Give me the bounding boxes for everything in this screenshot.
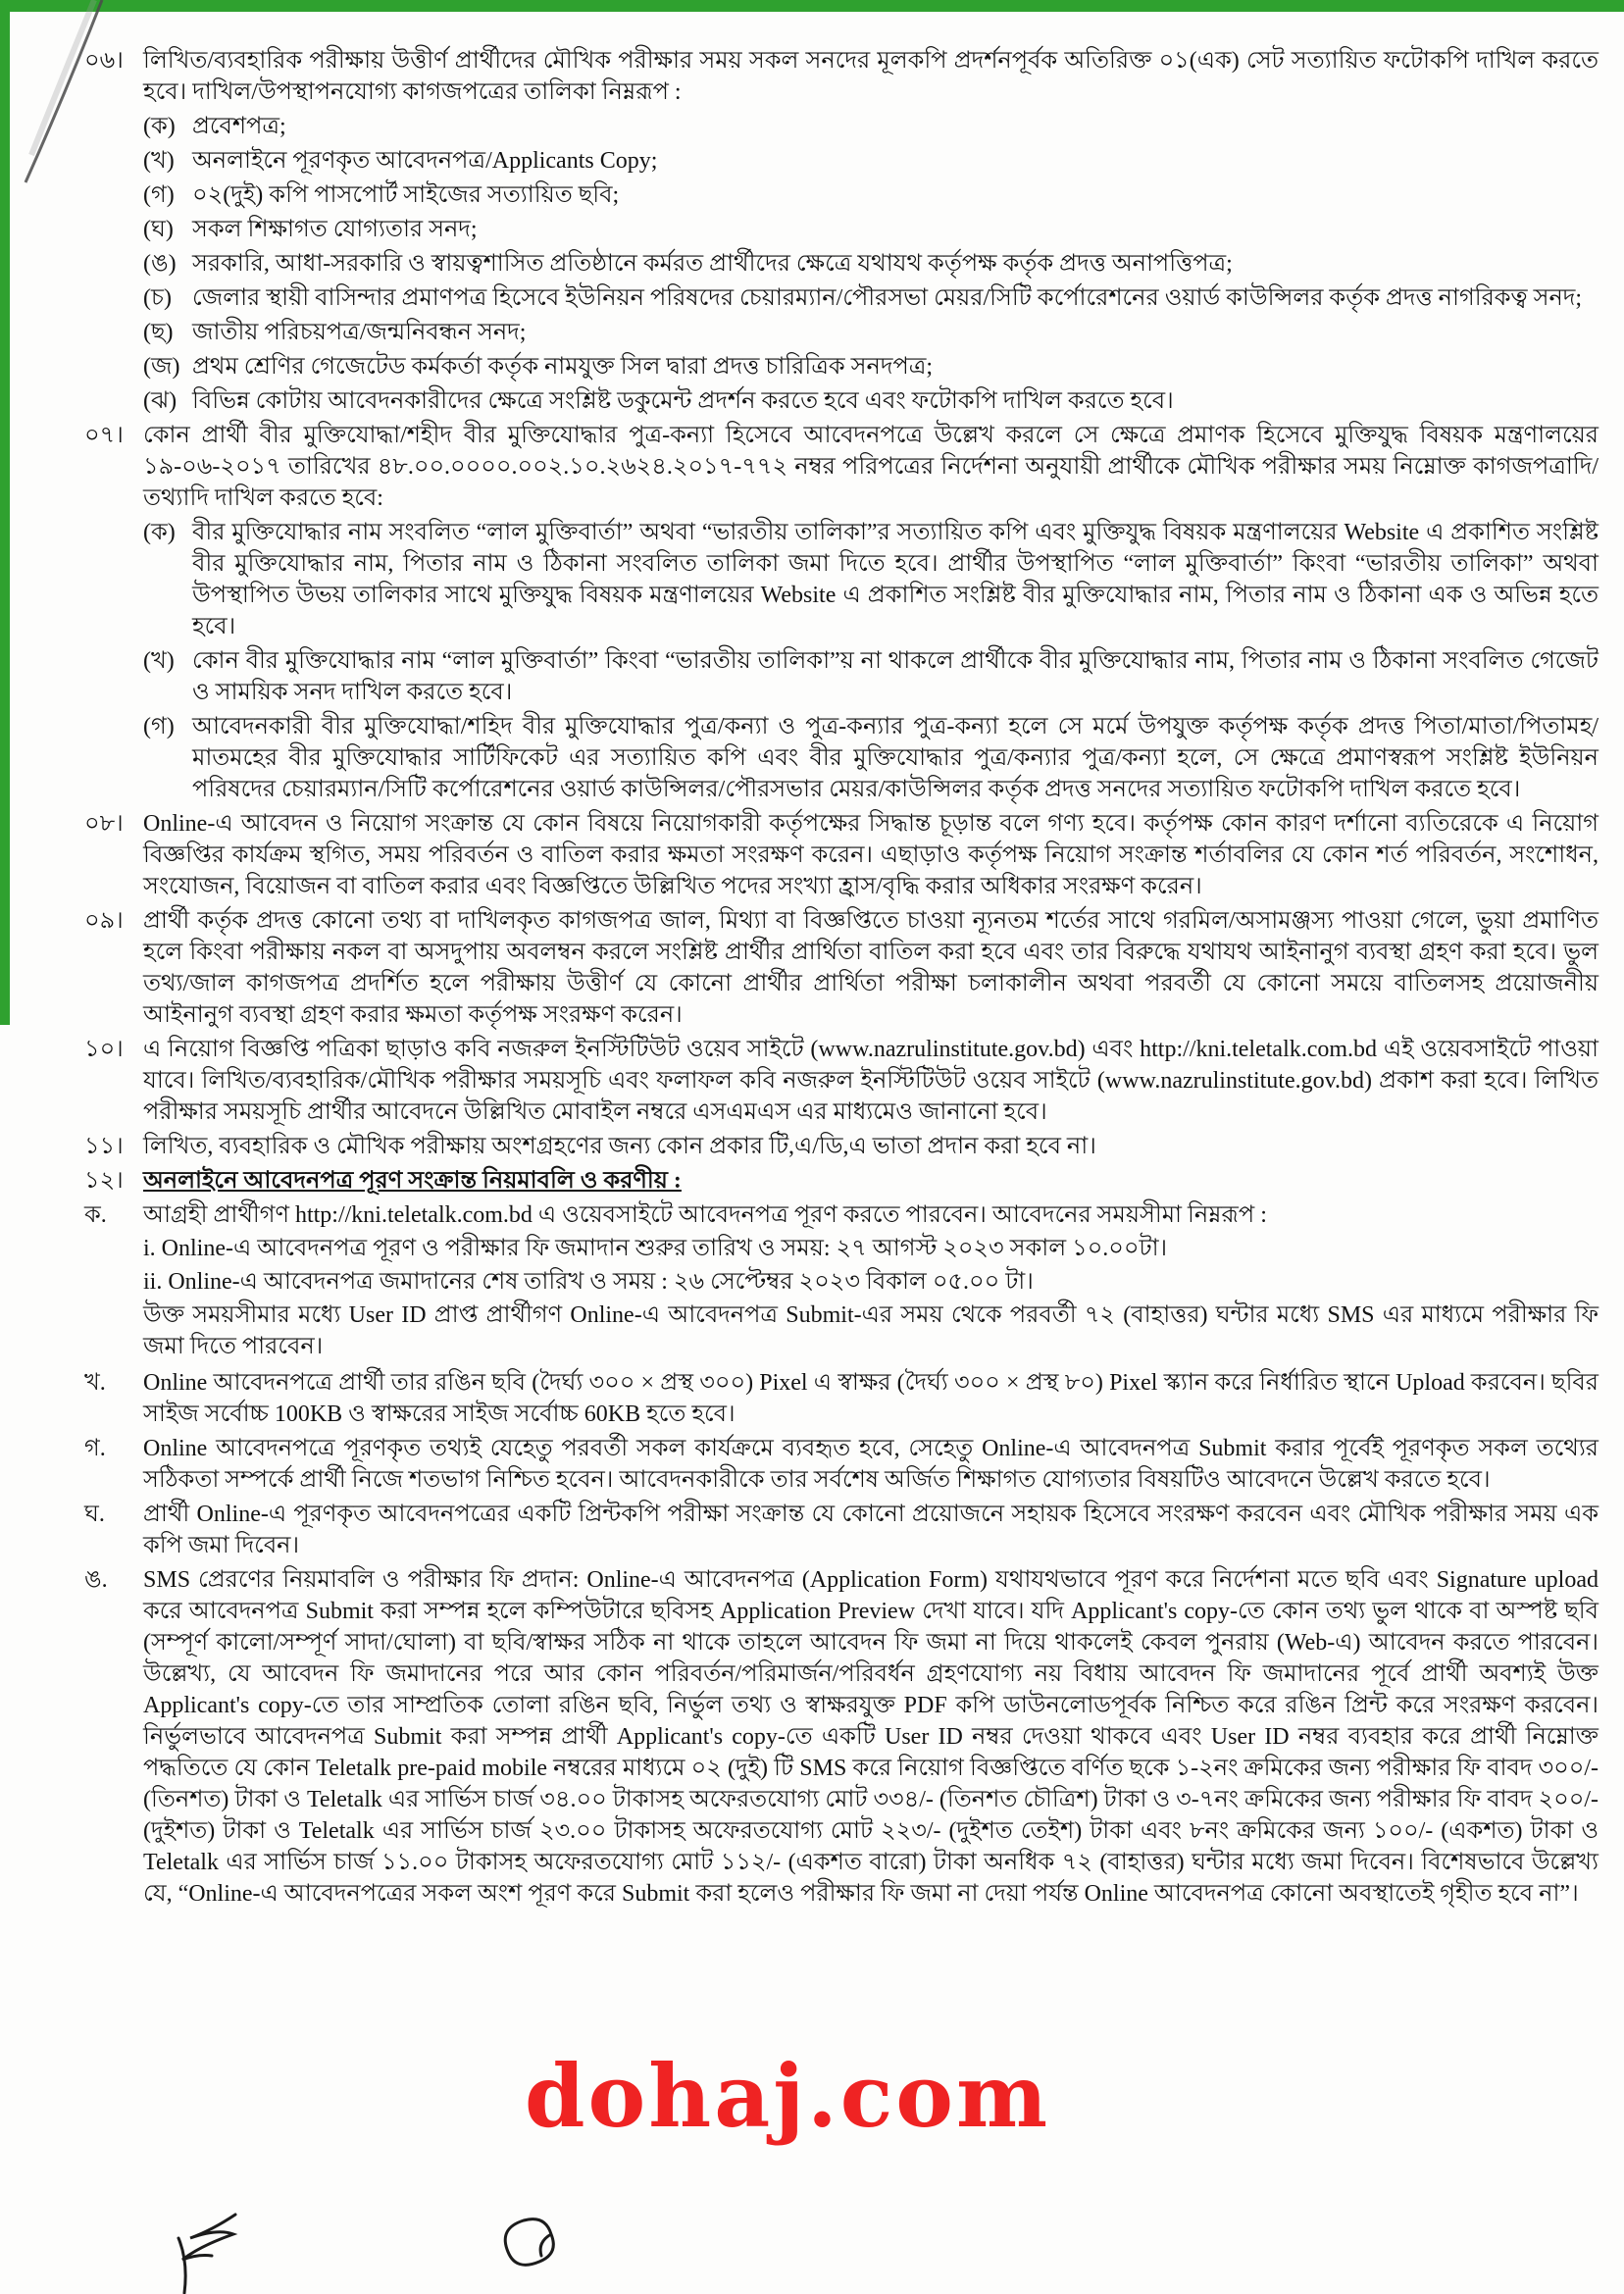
item-06-sub-chha [143, 317, 1599, 348]
sub-text: আবেদনকারী বীর মুক্তিযোদ্ধা/শহিদ বীর মুক্তিযোদ্ধার পুত্র/কন্যা ও পুত্র-কন্যার পুত্র-কন্যা হলে সে মর্মে উপযুক্ত কর্তৃপক্ষ কর্তৃক প্রদত্ত পিতা/মাতা/পিতামহ/মাতমহের বীর মুক্তিযোদ্ধার সার্টিফিকেট এর সত্যায়িত কপি এবং বীর মুক্তিযোদ্ধার পুত্র/কন্যার পুত্র/কন্যা হলে, সে ক্ষেত্রে প্রমাণস্বরূপ সংশ্লিষ্ট ইউনিয়ন পরিষদের চেয়ারম্যান/সিটি কর্পোরেশনের ওয়ার্ড কাউন্সিলর/পৌরসভার মেয়র/কাউন্সিলর কর্তৃক প্রদত্ত সনদের সত্যায়িত ফটোকপি দাখিল করতে হবে। [192, 714, 1599, 802]
sub-marker: (গ) [143, 182, 175, 208]
sub-text: বিভিন্ন কোটায় আবেদনকারীদের ক্ষেত্রে সংশ্লিষ্ট ডকুমেন্ট প্রদর্শন করতে হবে এবং ফটোকপি দাখিল করতে হবে। [192, 388, 1174, 414]
sub-marker: (ছ) [143, 320, 174, 345]
sub-marker: (ঘ) [143, 217, 174, 242]
item-12-heading [84, 1165, 1599, 1197]
sub-marker: (খ) [143, 148, 175, 174]
item-06-sub-ka [143, 111, 1599, 142]
sub-text: প্রবেশপত্র; [192, 114, 286, 139]
item-number: ০৭। [84, 423, 124, 448]
sub-text: জেলার স্থায়ী বাসিন্দার প্রমাণপত্র হিসেবে ইউনিয়ন পরিষদের চেয়ারম্যান/পৌরসভা মেয়র/সিটি কর্পোরেশনের ওয়ার্ড কাউন্সিলর কর্তৃক প্রদত্ত নাগরিকত্ব সনদ; [192, 285, 1583, 311]
sub-text: ০২(দুই) কপি পাসপোর্ট সাইজের সত্যায়িত ছবি; [192, 182, 620, 208]
item-08 [84, 808, 1599, 902]
item-10 [84, 1034, 1599, 1128]
item-06-sub-cha [143, 282, 1599, 314]
item-12-sub-kha [84, 1367, 1599, 1430]
fee-window-line: উক্ত সময়সীমার মধ্যে User ID প্রাপ্ত প্রার্থীগণ Online-এ আবেদনপত্র Submit-এর সময় থেকে পরবর্তী ৭২ (বাহাত্তর) ঘন্টার মধ্যে SMS এর মাধ্যমে পরীক্ষার ফি জমা দিতে পারবেন। [143, 1302, 1599, 1359]
sub-text [143, 1199, 1599, 1364]
watermark-dohaj: dohaj.com [525, 2045, 1051, 2147]
sub-marker: ঙ. [84, 1567, 108, 1593]
sub-marker: (চ) [143, 285, 172, 311]
sub-marker: (ক) [143, 520, 176, 545]
item-number: ০৮। [84, 811, 124, 837]
sub-marker: (ক) [143, 114, 176, 139]
item-text: লিখিত, ব্যবহারিক ও মৌখিক পরীক্ষায় অংশগ্রহণের জন্য কোন প্রকার টি,এ/ডি,এ ভাতা প্রদান করা হবে না। [143, 1134, 1096, 1159]
item-number: ১০। [84, 1037, 124, 1062]
sub-text: কোন বীর মুক্তিযোদ্ধার নাম “লাল মুক্তিবার্তা” কিংবা “ভারতীয় তালিকা”য় না থাকলে প্রার্থীকে বীর মুক্তিযোদ্ধার নাম, পিতার নাম ও ঠিকানা সংবলিত গেজেট ও সাময়িক সনদ দাখিল করতে হবে। [192, 648, 1599, 705]
sub-text: প্রথম শ্রেণির গেজেটেড কর্মকর্তা কর্তৃক নামযুক্ত সিল দ্বারা প্রদত্ত চারিত্রিক সনদপত্র; [192, 354, 934, 380]
deadline-start-line: i. Online-এ আবেদনপত্র পূরণ ও পরীক্ষার ফি জমাদান শুরুর তারিখ ও সময়: ২৭ আগস্ট ২০২৩ সকাল ১০.০০টা। [143, 1236, 1168, 1261]
sub-text-line: আগ্রহী প্রার্থীগণ http://kni.teletalk.com.bd এ ওয়েবসাইটে আবেদনপত্র পূরণ করতে পারবেন। আবেদনের সময়সীমা নিম্নরূপ : [143, 1202, 1267, 1228]
sub-marker: (গ) [143, 714, 175, 739]
sub-text: বীর মুক্তিযোদ্ধার নাম সংবলিত “লাল মুক্তিবার্তা” অথবা “ভারতীয় তালিকা”র সত্যায়িত কপি এবং মুক্তিযুদ্ধ বিষয়ক মন্ত্রণালয়ের Website এ প্রকাশিত সংশ্লিষ্ট বীর মুক্তিযোদ্ধার নাম, পিতার নাম ও ঠিকানা সংবলিত তালিকা জমা দিতে হবে। প্রার্থীর উপস্থাপিত “লাল মুক্তিবার্তা” কিংবা “ভারতীয় তালিকা” অথবা উপস্থাপিত উভয় তালিকার সাথে মুক্তিযুদ্ধ বিষয়ক মন্ত্রণালয়ের Website এ প্রকাশিত সংশ্লিষ্ট বীর মুক্তিযোদ্ধার নাম, পিতার নাম ও ঠিকানা এক ও অভিন্ন হতে হবে। [192, 520, 1599, 639]
item-12-sub-ga [84, 1433, 1599, 1496]
sub-marker: ঘ. [84, 1502, 105, 1527]
item-12-sub-uma [84, 1564, 1599, 1910]
item-text: প্রার্থী কর্তৃক প্রদত্ত কোনো তথ্য বা দাখিলকৃত কাগজপত্র জাল, মিথ্যা বা বিজ্ঞপ্তিতে চাওয়া ন্যূনতম শর্তের সাথে গরমিল/অসামঞ্জস্য পাওয়া গেলে, ভুয়া প্রমাণিত হলে কিংবা পরীক্ষায় নকল বা অসদুপায় অবলম্বন করলে সংশ্লিষ্ট প্রার্থীর প্রার্থিতা বাতিল করা হবে এবং তার বিরুদ্ধে যথাযথ আইনানুগ ব্যবস্থা গ্রহণ করা হবে। ভুল তথ্য/জাল কাগজপত্র প্রদর্শিত হলে পরীক্ষায় উত্তীর্ণ যে কোনো প্রার্থীর প্রার্থিতা পরীক্ষা চলাকালীন অথবা পরবর্তী যে কোনো সময়ে বাতিলসহ প্রয়োজনীয় আইনানুগ ব্যবস্থা গ্রহণ করার ক্ষমতা কর্তৃপক্ষ সংরক্ষণ করেন। [143, 908, 1599, 1028]
item-06-sub-kha [143, 145, 1599, 177]
signature-mark-1 [145, 2205, 273, 2294]
deadline-end-line: ii. Online-এ আবেদনপত্র জমাদানের শেষ তারিখ ও সময় : ২৬ সেপ্টেম্বর ২০২৩ বিকাল ০৫.০০ টা। [143, 1269, 1034, 1295]
sub-text: সরকারি, আধা-সরকারি ও স্বায়ত্বশাসিত প্রতিষ্ঠানে কর্মরত প্রার্থীদের ক্ষেত্রে যথাযথ কর্তৃপক্ষ কর্তৃক প্রদত্ত অনাপত্তিপত্র; [192, 251, 1233, 277]
sub-text: Online আবেদনপত্রে পূরণকৃত তথ্যই যেহেতু পরবর্তী সকল কার্যক্রমে ব্যবহৃত হবে, সেহেতু Online-এ আবেদনপত্র Submit করার পূর্বেই পূরণকৃত সকল তথ্যের সঠিকতা সম্পর্কে প্রার্থী নিজে শতভাগ নিশ্চিত হবেন। আবেদনকারীকে তার সর্বশেষ অর্জিত শিক্ষাগত যোগ্যতার বিষয়টিও আবেদনে উল্লেখ করতে হবে। [143, 1436, 1599, 1493]
item-07-sub-kha [143, 645, 1599, 708]
item-06 [84, 45, 1599, 108]
item-12-sub-ka [84, 1199, 1599, 1364]
item-11 [84, 1131, 1599, 1162]
item-07 [84, 420, 1599, 514]
sub-marker: (খ) [143, 648, 175, 674]
sub-text: অনলাইনে পূরণকৃত আবেদনপত্র/Applicants Copy; [192, 148, 658, 174]
item-text: Online-এ আবেদন ও নিয়োগ সংক্রান্ত যে কোন বিষয়ে নিয়োগকারী কর্তৃপক্ষের সিদ্ধান্ত চূড়ান্ত বলে গণ্য হবে। কর্তৃপক্ষ কোন কারণ দর্শানো ব্যতিরেকে এ নিয়োগ বিজ্ঞপ্তির কার্যক্রম স্থগিত, সময় পরিবর্তন ও বাতিল করার ক্ষমতা সংরক্ষণ করেন। এছাড়াও কর্তৃপক্ষ নিয়োগ সংক্রান্ত শর্তাবলির যে কোন শর্ত পরিবর্তন, সংশোধন, সংযোজন, বিয়োজন বা বাতিল করার এবং বিজ্ঞপ্তিতে উল্লিখিত পদের সংখ্যা হ্রাস/বৃদ্ধি করার অধিকার সংরক্ষণ করেন। [143, 811, 1599, 899]
sub-marker: ক. [84, 1202, 107, 1228]
sub-marker: (ঝ) [143, 388, 178, 414]
item-number: ০৯। [84, 908, 124, 934]
item-06-sub-ja [143, 351, 1599, 382]
item-06-sub-gha [143, 214, 1599, 245]
item-06-sub-uma [143, 248, 1599, 280]
sub-text: SMS প্রেরণের নিয়মাবলি ও পরীক্ষার ফি প্রদান: Online-এ আবেদনপত্র (Application Form) যথাযথভাবে পূরণ করে নির্দেশনা মতে ছবি এবং Signature upload করে আবেদনপত্র Submit করা সম্পন্ন হলে কম্পিউটারে ছবিসহ Application Preview দেখা যাবে। যদি Applicant's copy-তে কোন তথ্য ভুল থাকে বা অস্পষ্ট ছবি (সম্পূর্ণ কালো/সম্পূর্ণ সাদা/ঘোলা) বা ছবি/স্বাক্ষর সঠিক না থাকে তাহলে আবেদন ফি জমা না দিয়ে থাকলেই কেবল পুনরায় (Web-এ) আবেদন করতে পারবেন। উল্লেখ্য, যে আবেদন ফি জমাদানের পরে আর কোন পরিবর্তন/পরিমার্জন/পরিবর্ধন গ্রহণযোগ্য নয় বিধায় আবেদন ফি জমাদানের পূর্বে প্রার্থী অবশ্যই উক্ত Applicant's copy-তে তার সাম্প্রতিক তোলা রঙিন ছবি, নির্ভুল তথ্য ও স্বাক্ষরযুক্ত PDF কপি ডাউনলোডপূর্বক নিশ্চিত করে রঙিন প্রিন্ট করে সংরক্ষণ করবেন। নির্ভুলভাবে আবেদনপত্র Submit করা সম্পন্ন প্রার্থী Applicant's copy-তে একটি User ID নম্বর দেওয়া থাকবে এবং User ID নম্বর ব্যবহার করে প্রার্থী নিম্নোক্ত পদ্ধতিতে যে কোন Teletalk pre-paid mobile নম্বরের মাধ্যমে ০২ (দুই) টি SMS করে নিয়োগ বিজ্ঞপ্তিতে বর্ণিত ছকে ১-২নং ক্রমিকের জন্য পরীক্ষার ফি বাবদ ৩০০/- (তিনশত) টাকা ও Teletalk এর সার্ভিস চার্জ ৩৪.০০ টাকাসহ অফেরতযোগ্য মোট ৩৩৪/- (তিনশত চৌত্রিশ) টাকা ও ৩-৭নং ক্রমিকের জন্য পরীক্ষার ফি বাবদ ২০০/- (দুইশত) টাকা ও Teletalk এর সার্ভিস চার্জ ২৩.০০ টাকাসহ অফেরতযোগ্য মোট ২২৩/- (দুইশত তেইশ) টাকা এবং ৮নং ক্রমিকের জন্য ১০০/- (একশত) টাকা ও Teletalk এর সার্ভিস চার্জ ১১.০০ টাকাসহ অফেরতযোগ্য মোট ১১২/- (একশত বারো) টাকা অনধিক ৭২ (বাহাত্তর) ঘন্টার মধ্যে জমা দিবেন। বিশেষভাবে উল্লেখ্য যে, “Online-এ আবেদনপত্রের সকল অংশ পূরণ করে Submit করা হলেও পরীক্ষার ফি জমা না দেয়া পর্যন্ত Online আবেদনপত্র কোনো অবস্থাতেই গৃহীত হবে না”। [143, 1567, 1599, 1907]
item-09 [84, 905, 1599, 1031]
signature-mark-2 [469, 2209, 577, 2287]
item-12-sub-gha [84, 1499, 1599, 1561]
item-number: ১১। [84, 1134, 124, 1159]
item-06-sub-ga [143, 179, 1599, 211]
item-text: এ নিয়োগ বিজ্ঞপ্তি পত্রিকা ছাড়াও কবি নজরুল ইনস্টিটিউট ওয়েব সাইটে (www.nazrulinstitute.gov.bd) এবং http://kni.teletalk.com.bd এই ওয়েবসাইটে পাওয়া যাবে। লিখিত/ব্যবহারিক/মৌখিক পরীক্ষার সময়সূচি এবং ফলাফল কবি নজরুল ইনস্টিটিউট ওয়েব সাইটে (www.nazrulinstitute.gov.bd) প্রকাশ করা হবে। লিখিত পরীক্ষার সময়সূচি প্রার্থীর আবেদনে উল্লিখিত মোবাইল নম্বরে এসএমএস এর মাধ্যমেও জানানো হবে। [143, 1037, 1599, 1125]
item-07-sub-ka [143, 517, 1599, 642]
item-number: ০৬। [84, 48, 124, 74]
item-text: লিখিত/ব্যবহারিক পরীক্ষায় উত্তীর্ণ প্রার্থীদের মৌখিক পরীক্ষার সময় সকল সনদের মূলকপি প্রদর্শনপূর্বক অতিরিক্ত ০১(এক) সেট সত্যায়িত ফটোকপি দাখিল করতে হবে। দাখিল/উপস্থাপনযোগ্য কাগজপত্রের তালিকা নিম্নরূপ : [143, 48, 1599, 105]
sub-marker: খ. [84, 1370, 106, 1396]
sub-text: Online আবেদনপত্রে প্রার্থী তার রঙিন ছবি (দৈর্ঘ্য ৩০০ × প্রস্থ ৩০০) Pixel এ স্বাক্ষর (দৈর্ঘ্য ৩০০ × প্রস্থ ৮০) Pixel স্ক্যান করে নির্ধারিত স্থানে Upload করবেন। ছবির সাইজ সর্বোচ্চ 100KB ও স্বাক্ষরের সাইজ সর্বোচ্চ 60KB হতে হবে। [143, 1370, 1599, 1427]
item-06-sub-jha [143, 385, 1599, 417]
item-number: ১২। [84, 1168, 124, 1194]
sub-marker: (জ) [143, 354, 180, 380]
item-text: কোন প্রার্থী বীর মুক্তিযোদ্ধা/শহীদ বীর মুক্তিযোদ্ধার পুত্র-কন্যা হিসেবে আবেদনপত্রে উল্লেখ করলে সে ক্ষেত্রে প্রমাণক হিসেবে মুক্তিযুদ্ধ বিষয়ক মন্ত্রণালয়ের ১৯-০৬-২০১৭ তারিখের ৪৮.০০.০০০০.০০২.১০.২৬২৪.২০১৭-৭৭২ নম্বর পরিপত্রের নির্দেশনা অনুযায়ী প্রার্থীকে মৌখিক পরীক্ষার সময় নিম্নোক্ত কাগজপত্রাদি/তথ্যাদি দাখিল করতে হবে: [143, 423, 1599, 511]
sub-text: প্রার্থী Online-এ পূরণকৃত আবেদনপত্রের একটি প্রিন্টকপি পরীক্ষা সংক্রান্ত যে কোনো প্রয়োজনে সহায়ক হিসেবে সংরক্ষণ করবেন এবং মৌখিক পরীক্ষার সময় এক কপি জমা দিবেন। [143, 1502, 1599, 1558]
sub-text: সকল শিক্ষাগত যোগ্যতার সনদ; [192, 217, 478, 242]
scan-edge-top [0, 0, 1624, 12]
document-body [84, 45, 1599, 1912]
sub-text: জাতীয় পরিচয়পত্র/জন্মনিবন্ধন সনদ; [192, 320, 527, 345]
item-07-sub-ga [143, 711, 1599, 805]
section-heading: অনলাইনে আবেদনপত্র পূরণ সংক্রান্ত নিয়মাবলি ও করণীয় : [143, 1168, 682, 1194]
sub-marker: (ঙ) [143, 251, 177, 277]
sub-marker: গ. [84, 1436, 106, 1461]
